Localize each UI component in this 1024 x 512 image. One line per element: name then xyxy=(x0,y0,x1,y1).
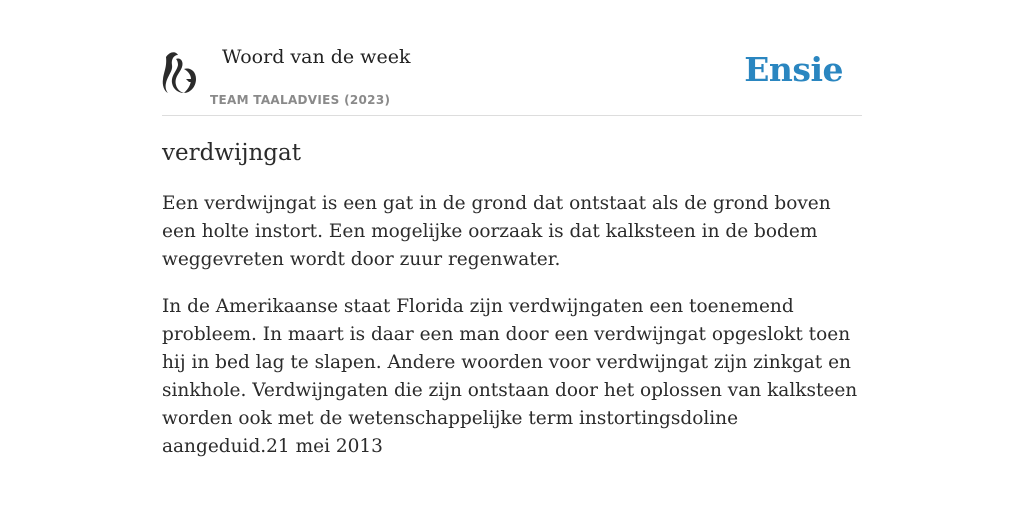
source-author: TEAM TAALADVIES (2023) xyxy=(210,93,391,107)
source-title[interactable]: Woord van de week xyxy=(222,46,411,68)
entry-paragraph: Een verdwijngat is een gat in de grond dat ontstaat als de grond boven een holte instort. Een mogelijke oorzaak is dat kalksteen in de bodem weggevreten wordt door zuur regenwater. xyxy=(162,193,831,270)
entry-body xyxy=(162,190,862,461)
entry-card xyxy=(162,40,862,461)
source-header xyxy=(162,40,862,116)
brand-logo[interactable]: Ensie xyxy=(744,50,843,89)
lion-logo-icon xyxy=(162,49,198,95)
entry-paragraph: In de Amerikaanse staat Florida zijn verdwijngaten een toenemend probleem. In maart is daar een man door een verdwijngat opgeslokt toen hij in bed lag te slapen. Andere woorden voor verdwijngat zijn zinkgat en sinkhole. Verdwijngaten die zijn ontstaan door het oplossen van kalksteen worden ook met de wetenschappelijke term instortingsdoline aangeduid.21 mei 2013 xyxy=(162,296,858,457)
entry-headword: verdwijngat xyxy=(162,140,301,166)
